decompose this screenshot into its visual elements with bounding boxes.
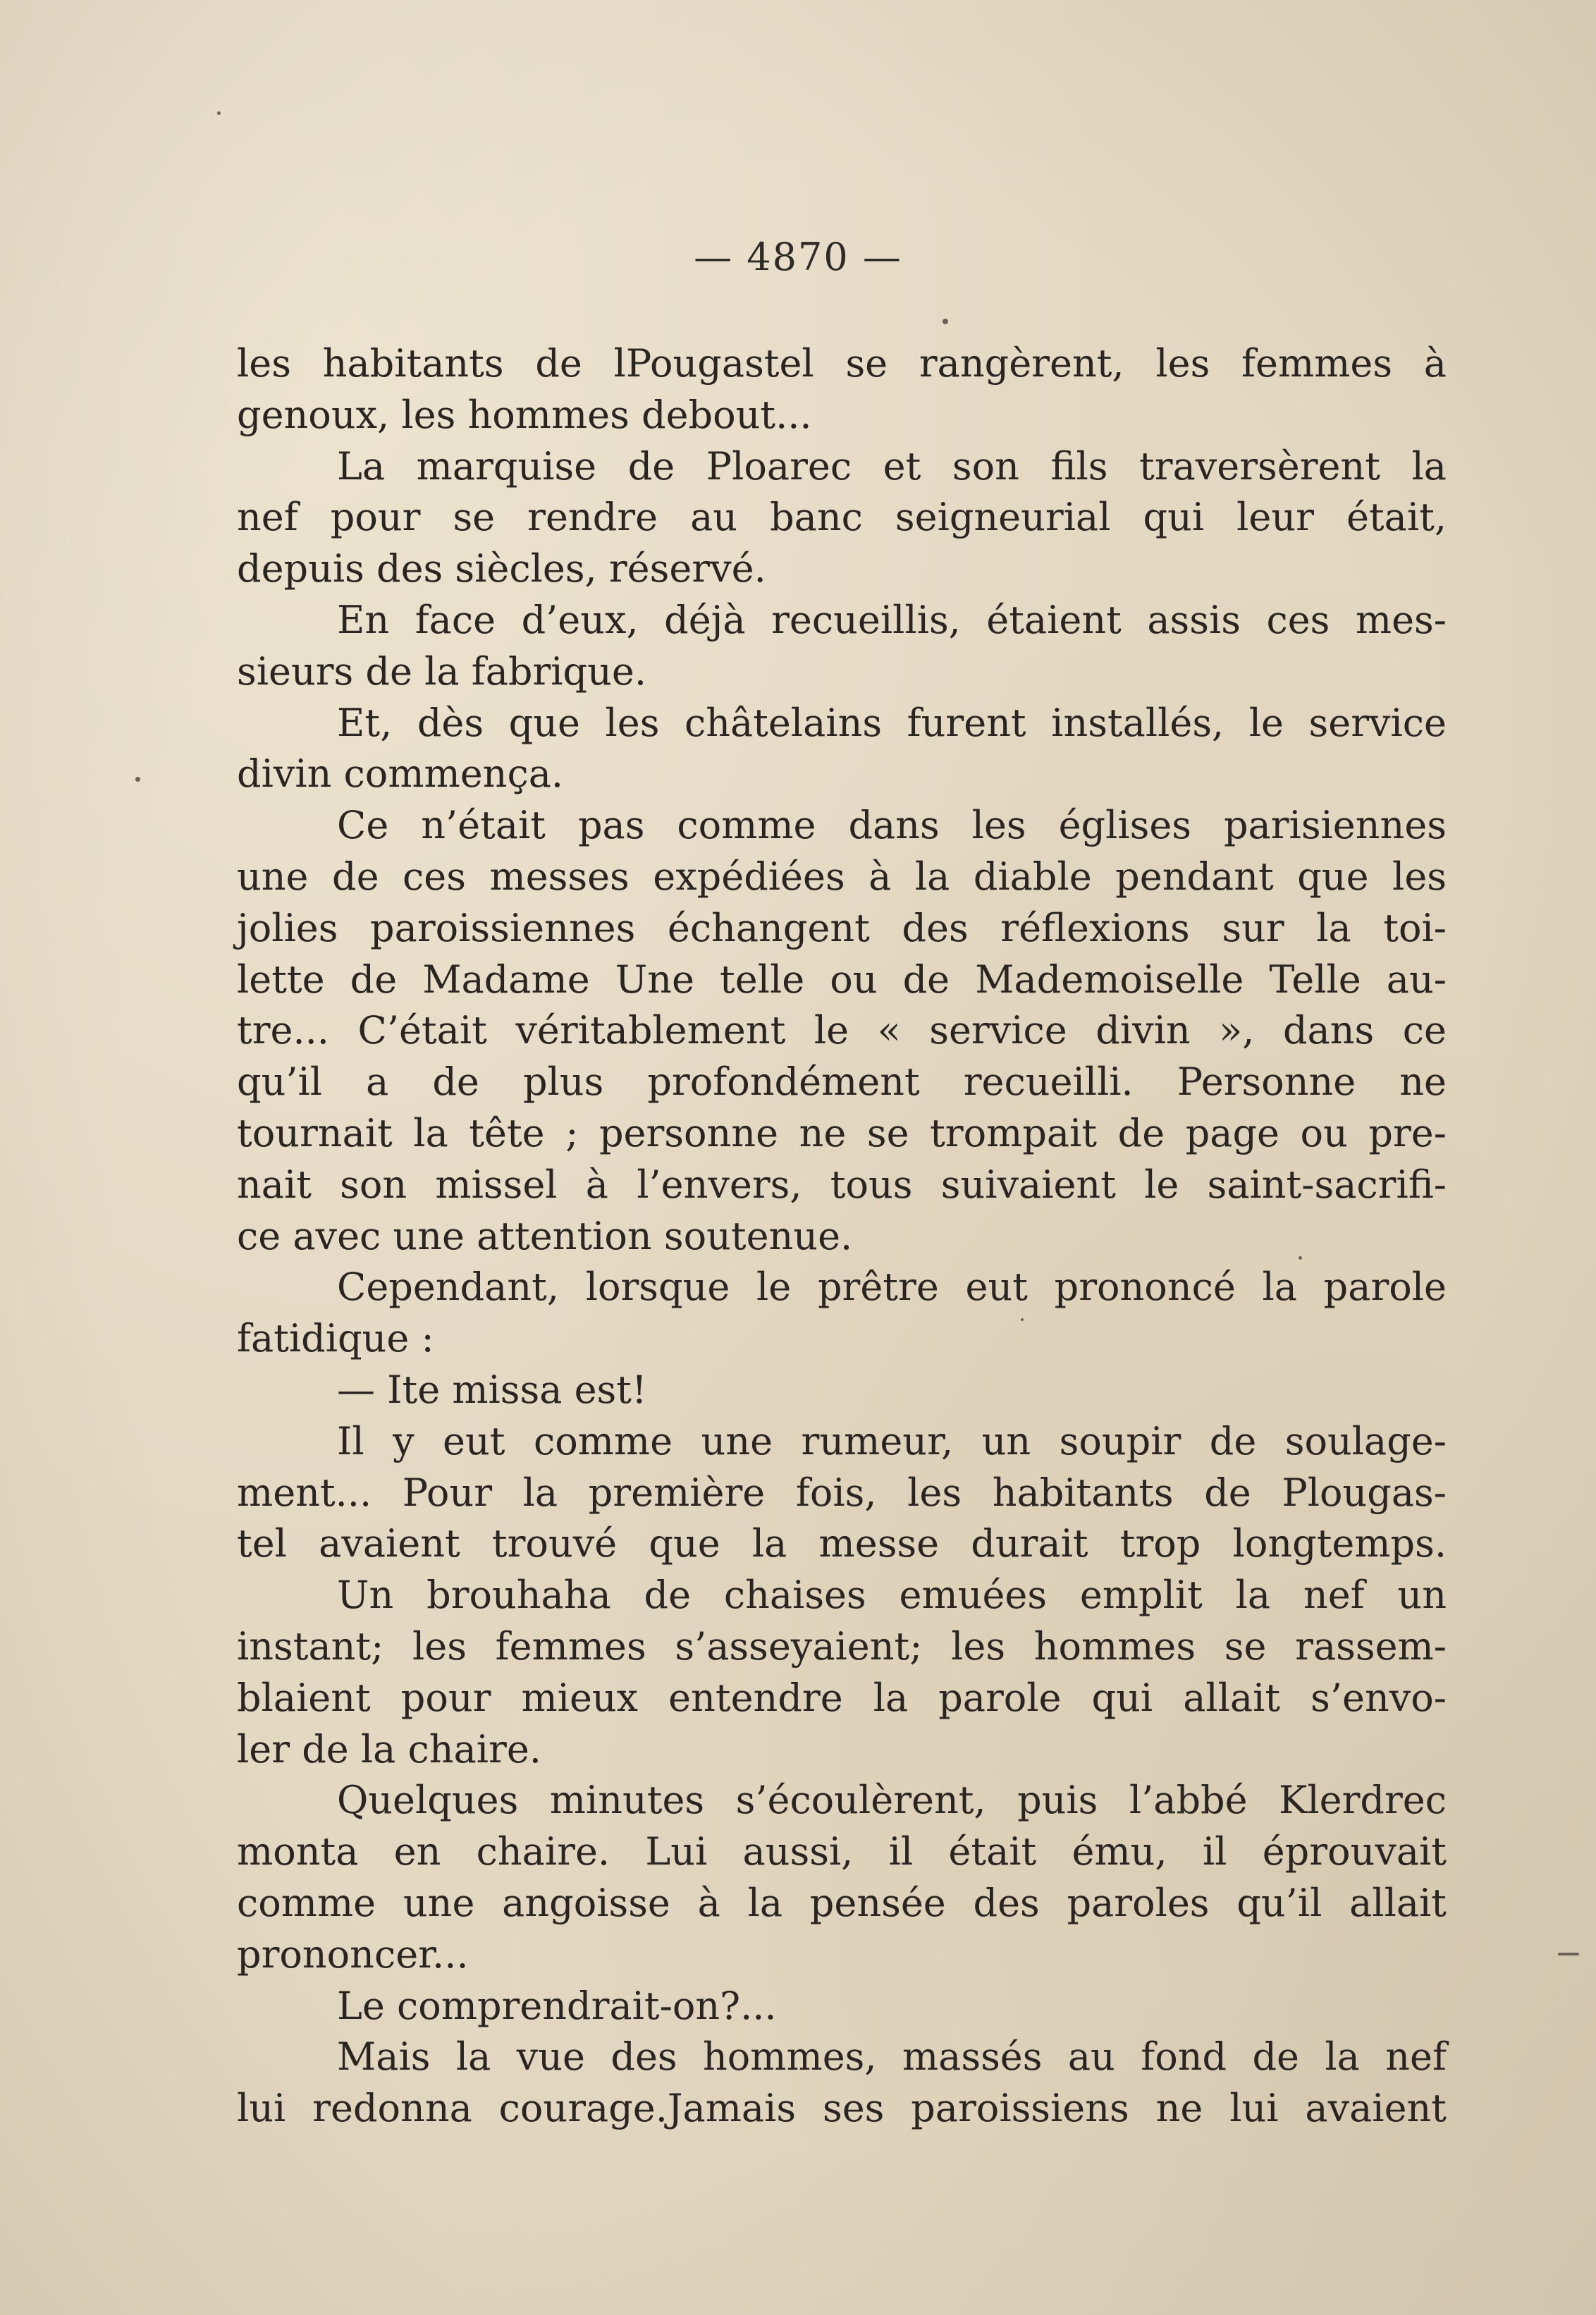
paper-speck [943,319,948,324]
text-line: une de ces messes expédiées à la diable pendant que les [237,854,1447,899]
text-line: blaient pour mieux entendre la parole qui allait s’envo- [237,1675,1447,1720]
text-line: depuis des siècles, réservé. [237,546,766,591]
page-number: — 4870 — [694,235,902,279]
paper-speck [1299,1256,1302,1260]
text-line: comme une angoisse à la pensée des paroles qu’il allait [237,1880,1447,1925]
text-line: Il y eut comme une rumeur, un soupir de soulage- [337,1418,1447,1463]
text-line: instant; les femmes s’asseyaient; les hommes se rassem- [237,1623,1447,1669]
paper-speck [135,777,140,782]
text-line: lui redonna courage.Jamais ses paroissiens ne lui avaient [237,2086,1447,2131]
text-line: En face d’eux, déjà recueillis, étaient assis ces mes- [337,597,1447,642]
text-line: Quelques minutes s’écoulèrent, puis l’abbé Klerdrec [337,1778,1447,1823]
text-line: lette de Madame Une telle ou de Mademoiselle Telle au- [237,957,1447,1002]
text-line: les habitants de lPougastel se rangèrent, les femmes à [237,341,1447,386]
text-line: Cependant, lorsque le prêtre eut prononcé la parole [337,1265,1447,1310]
paper-speck [1558,1953,1579,1955]
text-line: Mais la vue des hommes, massés au fond de la nef [337,2034,1447,2080]
text-line: ler de la chaire. [237,1726,541,1771]
text-line: qu’il a de plus profondément recueilli. Personne ne [237,1060,1447,1105]
text-line: fatidique : [237,1316,434,1361]
body-text [237,338,1447,2135]
text-line: tournait la tête ; personne ne se trompait de page ou pre- [237,1110,1447,1155]
text-line: Ce n’était pas comme dans les églises parisiennes [337,803,1447,848]
paper-speck [217,111,221,115]
text-line: Et, dès que les châtelains furent installés, le service [337,700,1447,745]
text-line: genoux, les hommes debout... [237,392,812,437]
text-line: ce avec une attention soutenue. [237,1213,853,1258]
text-line: Le comprendrait-on?... [337,1983,777,2028]
text-line: Un brouhaha de chaises emuées emplit la nef un [337,1573,1447,1618]
paper-speck [1021,1318,1024,1321]
text-line: jolies paroissiennes échangent des réflexions sur la toi- [237,905,1447,950]
text-line: tre... C’était véritablement le « service divin », dans ce [237,1008,1447,1053]
text-line: sieurs de la fabrique. [237,649,647,694]
text-line: tel avaient trouvé que la messe durait trop longtemps. [237,1521,1447,1566]
text-line: monta en chaire. Lui aussi, il était ému, il éprouvait [237,1829,1447,1874]
text-line: divin commença. [237,751,564,797]
text-line: prononcer... [237,1932,469,1977]
text-line: La marquise de Ploarec et son fils traversèrent la [337,443,1447,489]
text-line: ment... Pour la première fois, les habitants de Plougas- [237,1470,1447,1515]
text-line: — Ite missa est! [337,1367,647,1412]
text-line: nef pour se rendre au banc seigneurial qui leur était, [237,495,1447,540]
text-line: nait son missel à l’envers, tous suivaient le saint-sacrifi- [237,1162,1447,1207]
